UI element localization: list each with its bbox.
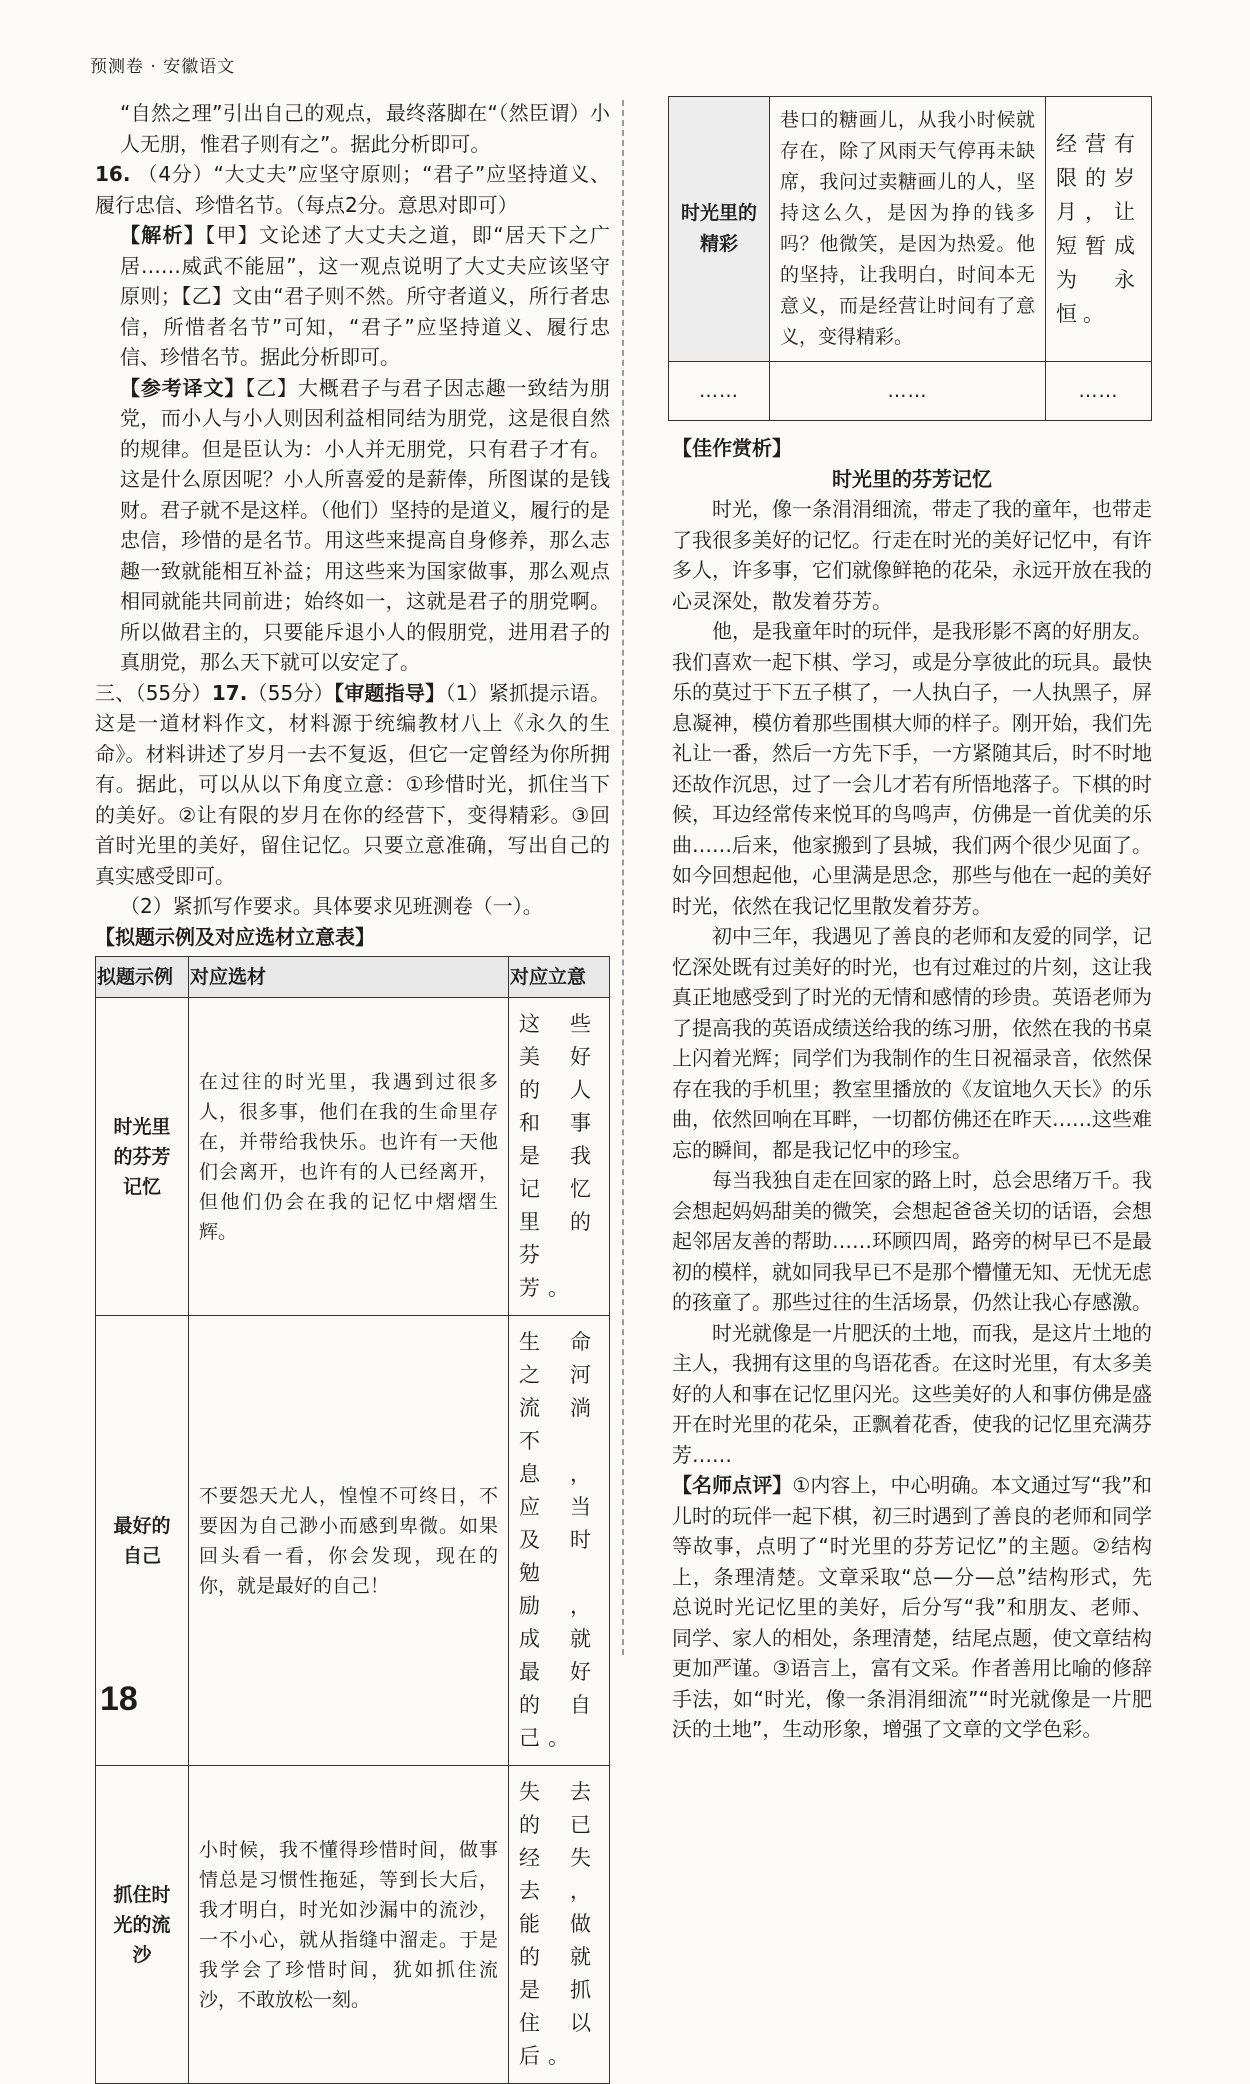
table-row: [96, 1766, 610, 2084]
q17-section: 三、（55分）: [95, 680, 212, 705]
q15-analysis-end: “自然之理”引出自己的观点，最终落脚在“（然臣谓）小人无朋，惟君子则有之”。据此分析即可。: [120, 101, 610, 156]
q17-score: （55分）: [247, 680, 334, 705]
row-title: 最好的自己: [96, 1316, 189, 1766]
left-column: [95, 98, 610, 2084]
row-material: 在过往的时光里，我遇到过很多人，很多事，他们在我的生命里存在，并带给我快乐。也许有一天他们会离开，也许有的人已经离开，但他们仍会在我的记忆中熠熠生辉。: [189, 998, 509, 1316]
translation-tag: 【参考译文】: [120, 375, 246, 400]
comment-text: ①内容上，中心明确。本文通过写“我”和儿时的玩伴一起下棋，初三时遇到了善良的老师和同学等故事，点明了“时光里的芬芳记忆”的主题。②结构上，条理清楚。文章采取“总—分—总”结构形式，先总说时光记忆里的美好，后分写“我”和朋友、老师、同学、家人的相处，条理清楚，结尾点题，使文章结构更加严谨。③语言上，富有文采。作者善用比喻的修辞手法，如“时光，像一条涓涓细流”“时光就像是一片肥沃的土地”，生动形象，增强了文章的文学色彩。: [672, 1473, 1153, 1741]
essay-paragraph: 他，是我童年时的玩伴，是我形影不离的好朋友。我们喜欢一起下棋、学习，或是分享彼此的玩具。最快乐的莫过于下五子棋了，一人执白子，一人执黑子，屏息凝神，模仿着那些围棋大师的样子。刚开始，我们先礼让一番，然后一方先下手，一方紧随其后，时不时地还故作沉思，过了一会儿才若有所悟地落子。下棋的时候，耳边经常传来悦耳的鸟鸣声，仿佛是一首优美的乐曲……后来，他家搬到了县城，我们两个很少见面了。如今回想起他，心里满是思念，那些与他在一起的美好时光，依然在我记忆里散发着芬芳。: [672, 619, 1152, 918]
translation-text: 【乙】大概君子与君子因志趣一致结为朋党，而小人与小人则因利益相同结为朋党，这是很自然的规律。但是臣认为：小人并无朋党，只有君子才有。这是什么原因呢？小人所喜爱的是薪俸，所图谋的是钱财。君子就不是这样。（他们）坚持的是道义，履行的是忠信，珍惜的是名节。用这些来提高自身修养，那么志趣一致就能相互补益；用这些来为国家做事，那么观点相同就能共同前进；始终如一，这就是君子的朋党啊。所以做君主的，只要能斥退小人的假朋党，进用君子的真朋党，那么天下就可以安定了。: [120, 375, 611, 674]
header-title-example: 拟题示例: [96, 957, 189, 998]
guide-tag: 【审题指导】: [333, 680, 446, 705]
essay-paragraph: 时光，像一条涓涓细流，带走了我的童年，也带走了我很多美好的记忆。行走在时光的美好记忆中，有许多人，许多事，它们就像鲜艳的花朵，永远开放在我的心灵深处，散发着芬芳。: [672, 497, 1152, 613]
row-material: 小时候，我不懂得珍惜时间，做事情总是习惯性拖延，等到长大后，我才明白，时光如沙漏中的流沙，一不小心，就从指缝中溜走。于是我学会了珍惜时间，犹如抓住流沙，不敢放松一刻。: [189, 1766, 509, 2084]
table-row: [96, 998, 610, 1316]
row-title: 时光里的精彩: [669, 97, 770, 362]
table-row-ellipsis: [669, 362, 1152, 421]
q17-guide: [95, 678, 610, 892]
row-idea: 失去的已经失去，能做的就是抓住以后。: [509, 1766, 610, 2084]
essay-tag: 【佳作赏析】: [672, 436, 792, 460]
q16-analysis-text: 【甲】文论述了大丈夫之道，即“居天下之广居……威武不能屈”，这一观点说明了大丈夫应该坚守原则；【乙】文由“君子则不然。所守者道义，所行者忠信，所惜者名节”可知，“君子”应坚持道义、履行忠信、珍惜名节。据此分析即可。: [120, 223, 610, 369]
header-material: 对应选材: [189, 957, 509, 998]
header-idea: 对应立意: [509, 957, 610, 998]
reference-translation: [95, 373, 610, 678]
essay-paragraph: 时光就像是一片肥沃的土地，而我，是这片土地的主人，我拥有这里的鸟语花香。在这时光里，有太多美好的人和事在记忆里闪光。这些美好的人和事仿佛是盛开在时光里的花朵，正飘着花香，使我的记忆里充满芬芳……: [672, 1320, 1152, 1467]
material-table-continued: [668, 96, 1152, 421]
q16-number: 16.: [95, 162, 131, 186]
q17-requirement: （2）紧抓写作要求。具体要求见班测卷（一）。: [120, 894, 543, 918]
q17-guide-text: （1）紧抓提示语。这是一道材料作文，材料源于统编教材八上《永久的生命》。材料讲述了岁月一去不复返，但它一定曾经为你所拥有。据此，可以从以下角度立意：①珍惜时光，抓住当下的美好。②让有限的岁月在你的经营下，变得精彩。③回首时光里的美好，留住记忆。只要立意准确，写出自己的真实感受即可。: [95, 680, 610, 888]
comment-tag: 【名师点评】: [672, 1473, 793, 1497]
table-title: 【拟题示例及对应选材立意表】: [95, 924, 375, 949]
q16-analysis: [95, 220, 610, 373]
ellipsis-cell: ……: [1046, 362, 1152, 421]
table-header-row: [96, 957, 610, 998]
material-table: [95, 956, 610, 2084]
row-material: 巷口的糖画儿，从我小时候就存在，除了风雨天气停再未缺席，我问过卖糖画儿的人，坚持这么久，是因为挣的钱多吗？他微笑，是因为热爱。他的坚持，让我明白，时间本无意义，而是经营让时间有了意义，变得精彩。: [770, 97, 1046, 362]
ellipsis-cell: ……: [669, 362, 770, 421]
table-row: [669, 97, 1152, 362]
essay-paragraph: 初中三年，我遇见了善良的老师和友爱的同学，记忆深处既有过美好的时光，也有过难过的片刻，这让我真正地感受到了时光的无情和感情的珍贵。英语老师为了提高我的英语成绩送给我的练习册，依然在我的书桌上闪着光辉；同学们为我制作的生日祝福录音，依然保存在我的手机里；教室里播放的《友谊地久天长》的乐曲，依然回响在耳畔，一切都仿佛还在昨天……这些难忘的瞬间，都是我记忆中的珍宝。: [672, 924, 1152, 1162]
row-idea: 经营有限的岁月，让短暂成为永恒。: [1046, 97, 1152, 362]
row-title: 时光里的芬芳记忆: [96, 998, 189, 1316]
q16-answer-text: （4分）“大丈夫”应坚守原则；“君子”应坚持道义、履行忠信、珍惜名节。（每点2分。意思对即可）: [95, 162, 611, 217]
essay-paragraph: 每当我独自走在回家的路上时，总会思绪万千。我会想起妈妈甜美的微笑，会想起爸爸关切的话语，会想起邻居友善的帮助……环顾四周，路旁的树早已不是最初的模样，就如同我早已不是那个懵懂无知、无忧无虑的孩童了。那些过往的生活场景，仍然让我心存感激。: [672, 1168, 1152, 1314]
row-title: 抓住时光的流沙: [96, 1766, 189, 2084]
q16-answer: [95, 159, 610, 220]
page-number: 18: [100, 1680, 138, 1718]
page-header: 预测卷 · 安徽语文: [90, 57, 236, 77]
table-row: [96, 1316, 610, 1766]
column-divider: [622, 100, 624, 1655]
ellipsis-cell: ……: [770, 362, 1046, 421]
row-material: 不要怨天尤人，惶惶不可终日，不要因为自己渺小而感到卑微。如果回头看一看，你会发现，现在的你，就是最好的自己！: [189, 1316, 509, 1766]
row-idea: 生命之河流淌不息，应当及时勉励，成就最好的自己。: [509, 1316, 610, 1766]
right-column: [672, 96, 1152, 1745]
analysis-tag: 【解析】: [120, 223, 206, 247]
essay-title: 时光里的芬芳记忆: [832, 466, 992, 491]
teacher-comment: [672, 1470, 1152, 1745]
row-idea: 这些美好的人和事是我记忆里的芬芳。: [509, 998, 610, 1316]
q17-number: 17.: [211, 680, 248, 705]
